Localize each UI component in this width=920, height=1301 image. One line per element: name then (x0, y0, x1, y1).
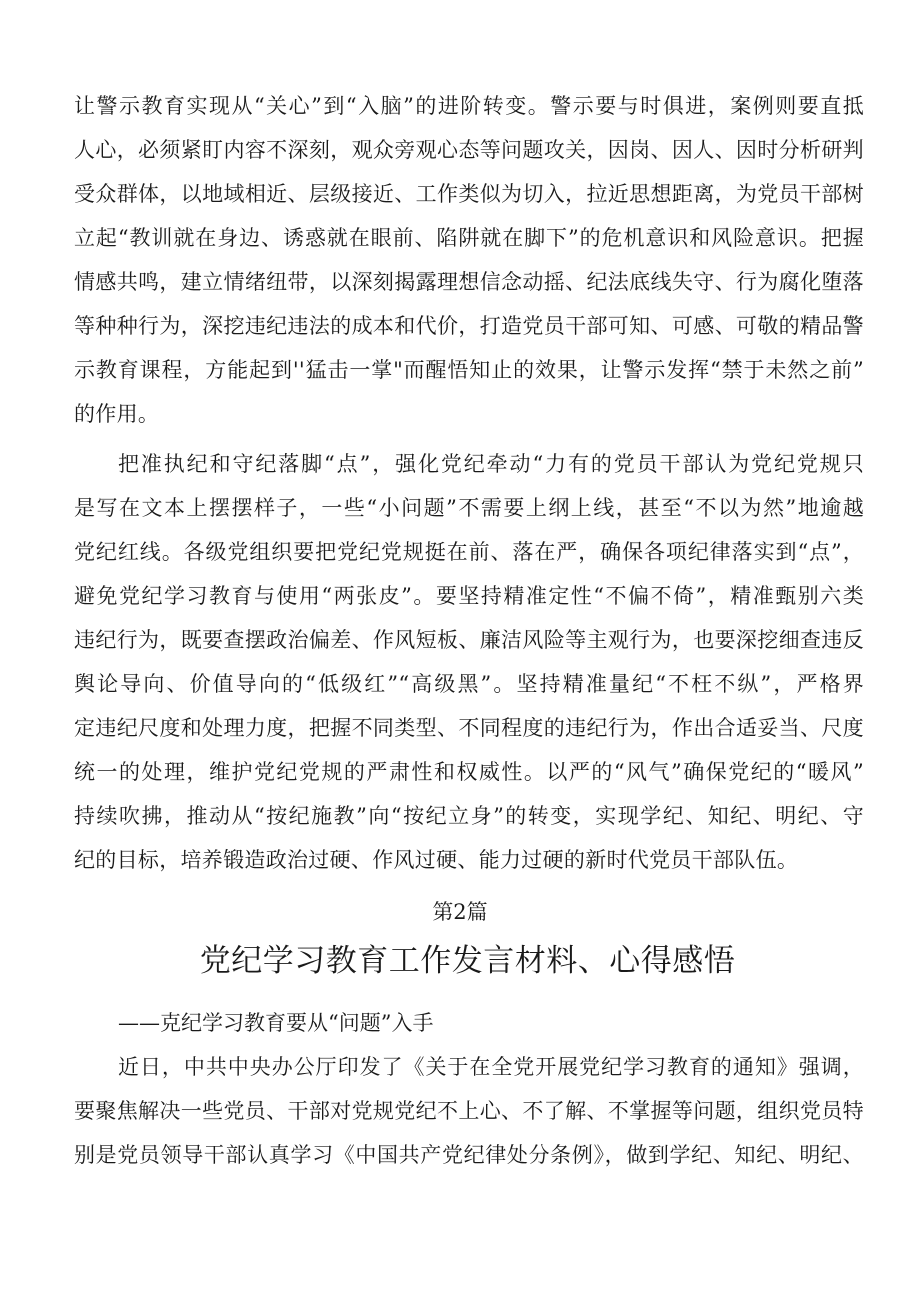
paragraph-line: 违纪行为，既要查摆政治偏差、作风短板、廉洁风险等主观行为，也要深挖细查违反 (74, 628, 864, 652)
paragraph-line: 要聚焦解决一些党员、干部对党规党纪不上心、不了解、不掌握等问题，组织党员特 (74, 1099, 864, 1123)
paragraph-line: 避免党纪学习教育与使用“两张皮”。要坚持精准定性“不偏不倚”，精准甄别六类 (74, 584, 864, 608)
paragraph-line: 纪的目标，培养锻造政治过硬、作风过硬、能力过硬的新时代党员干部队伍。 (74, 848, 799, 872)
paragraph-line: 人心，必须紧盯内容不深刻，观众旁观心态等问题攻关，因岗、因人、因时分析研判 (74, 138, 864, 162)
paragraph-line: 持续吹拂，推动从“按纪施教”向“按纪立身”的转变，实现学纪、知纪、明纪、守 (74, 804, 864, 828)
section-label: 第2篇 (432, 900, 488, 924)
paragraph-line: 示教育课程，方能起到''猛击一掌"而醒悟知止的效果，让警示发挥“禁于未然之前” (74, 358, 864, 382)
paragraph-line: 情感共鸣，建立情绪纽带，以深刻揭露理想信念动摇、纪法底线失守、行为腐化堕落 (74, 270, 864, 294)
paragraph-line: 立起“教训就在身边、诱惑就在眼前、陷阱就在脚下”的危机意识和风险意识。把握 (74, 226, 864, 250)
paragraph-line: 是写在文本上摆摆样子，一些“小问题”不需要上纲上线，甚至“不以为然”地逾越 (74, 496, 864, 520)
paragraph-line: 党纪红线。各级党组织要把党纪党规挺在前、落在严，确保各项纪律落实到“点”， (74, 540, 864, 564)
paragraph-line: 让警示教育实现从“关心”到“入脑”的进阶转变。警示要与时俱进，案例则要直抵 (74, 94, 864, 118)
paragraph-line: 舆论导向、价值导向的“低级红”“高级黑”。坚持精准量纪“不枉不纵”，严格界 (74, 672, 864, 696)
document-subtitle: ——克纪学习教育要从“问题”入手 (118, 1011, 434, 1035)
paragraph-line: 别是党员领导干部认真学习《中国共产党纪律处分条例》，做到学纪、知纪、明纪、 (74, 1143, 864, 1167)
paragraph-line: 统一的处理，维护党纪党规的严肃性和权威性。以严的“风气”确保党纪的“暖风” (74, 760, 864, 784)
paragraph-line: 的作用。 (74, 402, 160, 426)
paragraph-line: 受众群体，以地域相近、层级接近、工作类似为切入，拉近思想距离，为党员干部树 (74, 182, 864, 206)
document-title: 党纪学习教育工作发言材料、心得感悟 (199, 943, 736, 979)
paragraph-line: 定违纪尺度和处理力度，把握不同类型、不同程度的违纪行为，作出合适妥当、尺度 (74, 716, 864, 740)
paragraph-line: 把准执纪和守纪落脚“点”，强化党纪牵动“力有的党员干部认为党纪党规只 (118, 452, 864, 476)
paragraph-line: 等种种行为，深挖违纪违法的成本和代价，打造党员干部可知、可感、可敬的精品警 (74, 314, 864, 338)
paragraph-line: 近日，中共中央办公厅印发了《关于在全党开展党纪学习教育的通知》强调， (118, 1055, 864, 1079)
